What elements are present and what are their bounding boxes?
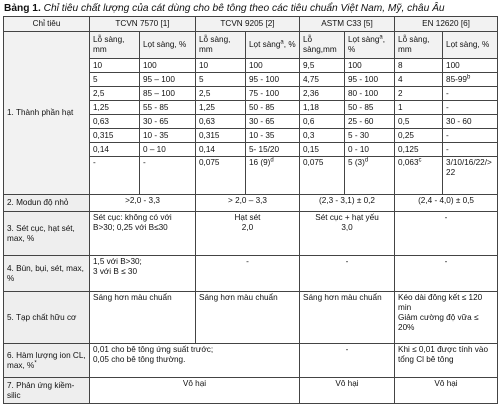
caption-prefix: Bảng 1.: [4, 3, 41, 14]
fineness-en: (2,4 - 4,0) ± 0,5: [395, 195, 498, 212]
table-cell: 0,075: [300, 157, 345, 195]
chloride-label: 6. Hàm lượng ion CL, max, %*: [4, 344, 90, 378]
table-cell: 3/10/16/22/>22: [443, 157, 498, 195]
table-cell: 85 – 100: [140, 87, 196, 101]
table-cell: 0,125: [395, 143, 443, 157]
organic-astm: Sáng hơn màu chuẩn: [300, 292, 395, 344]
table-cell: 30 - 65: [246, 115, 300, 129]
organic-tcvn7570: Sáng hơn màu chuẩn: [90, 292, 196, 344]
reaction-row: [4, 378, 498, 404]
table-cell: 55 - 85: [140, 101, 196, 115]
table-cell: 8: [395, 59, 443, 73]
subheader-row: [4, 32, 498, 59]
subheader-sieve-astm: Lỗ sàng,mm: [300, 32, 345, 59]
clay-row: [4, 212, 498, 256]
table-cell: 1,25: [196, 101, 246, 115]
subheader-passing-9205: Lọt sàng$^a$, %: [246, 32, 300, 59]
table-caption: [4, 2, 496, 16]
table-cell: 10: [196, 59, 246, 73]
table-cell: 95 - 100: [345, 73, 395, 87]
table-cell: 0,63: [90, 115, 140, 129]
table-cell: 0,15: [300, 143, 345, 157]
table-cell: 5: [196, 73, 246, 87]
fineness-tcvn7570: >2,0 - 3,3: [90, 195, 196, 212]
table-cell: 1,25: [90, 101, 140, 115]
table-cell: 30 - 60: [443, 115, 498, 129]
mud-en: -: [395, 256, 498, 292]
table-cell: 100: [246, 59, 300, 73]
table-cell: 2: [395, 87, 443, 101]
table-cell: 1,18: [300, 101, 345, 115]
caption-title: Chỉ tiêu chất lượng của cát dùng cho bê tông theo các tiêu chuẩn Việt Nam, Mỹ, châu Âu: [40, 3, 445, 14]
reaction-en: Vô hại: [395, 378, 498, 404]
chloride-en: Khi ≤ 0,01 được tính vào tổng Cl bê tông: [395, 344, 498, 378]
header-en: EN 12620 [6]: [395, 17, 498, 32]
clay-tcvn7570: Sét cục: không có với B>30; 0,25 với B≤30: [90, 212, 196, 256]
reaction-label: 7. Phản ứng kiềm-silic: [4, 378, 90, 404]
table-cell: 80 - 100: [345, 87, 395, 101]
table-cell: 0,3: [300, 129, 345, 143]
table-cell: -: [90, 157, 140, 195]
subheader-passing: Lọt sàng, %: [443, 32, 498, 59]
chloride-astm: -: [300, 344, 395, 378]
organic-tcvn9205: Sáng hơn màu chuẩn: [196, 292, 300, 344]
table-cell: 0,63: [196, 115, 246, 129]
clay-tcvn9205: Hạt sét 2,0: [196, 212, 300, 256]
fineness-label: 2. Modun độ nhỏ: [4, 195, 90, 212]
grading-label: 1. Thành phần hạt: [4, 32, 90, 195]
subheader-passing: Lọt sàng, %: [140, 32, 196, 59]
table-cell: 0 – 10: [140, 143, 196, 157]
table-cell: 0,063$^c$: [395, 157, 443, 195]
table-cell: 50 - 85: [345, 101, 395, 115]
table-cell: 50 - 85: [246, 101, 300, 115]
clay-astm: Sét cục + hạt yếu 3,0: [300, 212, 395, 256]
table-cell: 0 - 10: [345, 143, 395, 157]
table-cell: 85-99$^b$: [443, 73, 498, 87]
mud-tcvn7570: 1,5 với B>30; 3 với B ≤ 30: [90, 256, 196, 292]
table-cell: 0,5: [395, 115, 443, 129]
table-cell: 95 - 100: [246, 73, 300, 87]
organic-label: 5. Tạp chất hữu cơ: [4, 292, 90, 344]
fineness-tcvn9205: > 2,0 – 3,3: [196, 195, 300, 212]
table-cell: -: [443, 129, 498, 143]
reaction-astm: Vô hại: [300, 378, 395, 404]
table-cell: 100: [345, 59, 395, 73]
table-cell: 1: [395, 101, 443, 115]
table-cell: 0,075: [196, 157, 246, 195]
table-cell: -: [140, 157, 196, 195]
organic-row: [4, 292, 498, 344]
table-cell: 75 - 100: [246, 87, 300, 101]
subheader-sieve: Lỗ sàng, mm: [395, 32, 443, 59]
table-cell: 100: [443, 59, 498, 73]
mud-row: [4, 256, 498, 292]
table-cell: 0,14: [90, 143, 140, 157]
table-cell: -: [443, 87, 498, 101]
mud-astm: -: [300, 256, 395, 292]
table-cell: 0,315: [90, 129, 140, 143]
header-criterion: Chỉ tiêu: [4, 17, 90, 32]
table-cell: 0,6: [300, 115, 345, 129]
fineness-row: [4, 195, 498, 212]
table-cell: 4: [395, 73, 443, 87]
table-cell: 100: [140, 59, 196, 73]
header-tcvn9205: TCVN 9205 [2]: [196, 17, 300, 32]
mud-label: 4. Bùn, bụi, sét, max, %: [4, 256, 90, 292]
table-cell: 5 - 30: [345, 129, 395, 143]
subheader-sieve: Lỗ sàng, mm: [196, 32, 246, 59]
table-cell: 0,25: [395, 129, 443, 143]
header-tcvn7570: TCVN 7570 [1]: [90, 17, 196, 32]
header-astm: ASTM C33 [5]: [300, 17, 395, 32]
subheader-sieve: Lỗ sàng, mm: [90, 32, 140, 59]
table-cell: 95 – 100: [140, 73, 196, 87]
table-cell: 2,5: [196, 87, 246, 101]
table-cell: 0,14: [196, 143, 246, 157]
table-cell: 10: [90, 59, 140, 73]
table-cell: 10 - 35: [140, 129, 196, 143]
table-cell: 10 - 35: [246, 129, 300, 143]
reaction-tcvn: Vô hại: [90, 378, 300, 404]
table-cell: 30 - 65: [140, 115, 196, 129]
table-cell: -: [443, 143, 498, 157]
table-cell: 2,5: [90, 87, 140, 101]
table-cell: 16 $(9)^d$: [246, 157, 300, 195]
table-cell: -: [443, 101, 498, 115]
mud-tcvn9205: -: [196, 256, 300, 292]
table-header-row: [4, 17, 498, 32]
clay-label: 3. Sét cục, hạt sét, max, %: [4, 212, 90, 256]
table-cell: 5: [90, 73, 140, 87]
table-cell: 0,315: [196, 129, 246, 143]
table-cell: 5- 15/20: [246, 143, 300, 157]
table-cell: 9,5: [300, 59, 345, 73]
fineness-astm: (2,3 - 3,1) ± 0,2: [300, 195, 395, 212]
chloride-row: [4, 344, 498, 378]
organic-en: Kéo dài đông kết ≤ 120 min Giảm cường độ vữa ≤ 20%: [395, 292, 498, 344]
sand-quality-table: [3, 16, 498, 404]
subheader-passing-astm: Lọt sàng$^a$, %: [345, 32, 395, 59]
clay-en: -: [395, 212, 498, 256]
table-cell: 2,36: [300, 87, 345, 101]
table-cell: 4,75: [300, 73, 345, 87]
table-cell: 25 - 60: [345, 115, 395, 129]
table-cell: 5 $(3)^d$: [345, 157, 395, 195]
chloride-tcvn: 0,01 cho bê tông ứng suất trước; 0,05 cho bê tông thường.: [90, 344, 300, 378]
